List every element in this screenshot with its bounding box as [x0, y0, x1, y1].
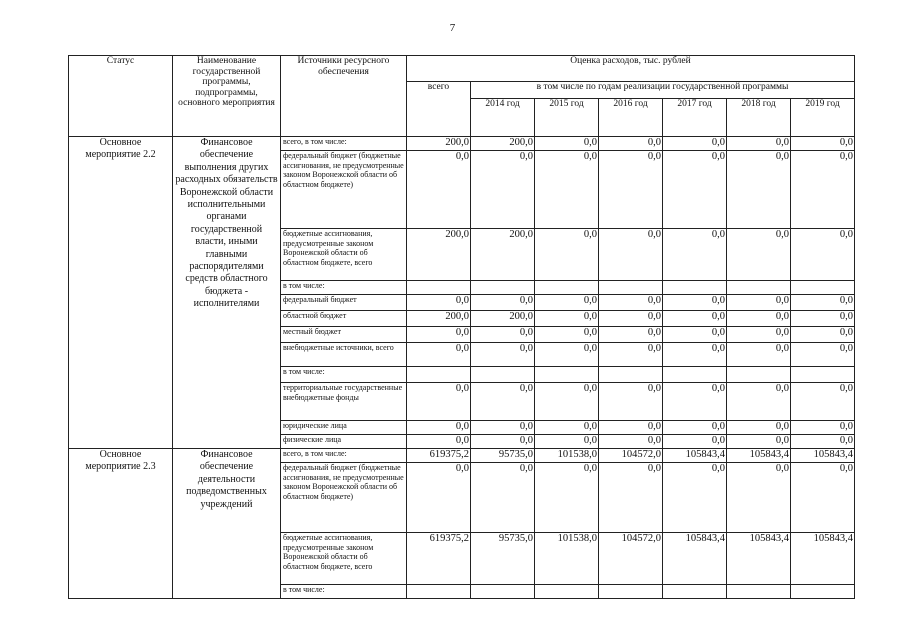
row-value: 0,0	[471, 327, 535, 343]
row-value: 105843,4	[727, 533, 791, 585]
row-value: 200,0	[407, 137, 471, 151]
row-value: 0,0	[663, 383, 727, 421]
row-source: федеральный бюджет (бюджетные ассигнования, не предусмотренные законом Воронежской области об областном бюджете)	[281, 151, 407, 229]
row-value: 0,0	[791, 383, 855, 421]
row-value: 0,0	[727, 343, 791, 367]
row-value: 0,0	[663, 327, 727, 343]
row-value: 0,0	[535, 383, 599, 421]
row-value: 0,0	[727, 383, 791, 421]
header-total: всего	[407, 82, 471, 137]
row-value	[471, 367, 535, 383]
row-value: 0,0	[727, 229, 791, 281]
row-value: 95735,0	[471, 449, 535, 463]
row-value: 0,0	[791, 229, 855, 281]
table-row	[69, 137, 855, 151]
row-source: физические лица	[281, 435, 407, 449]
row-value: 0,0	[663, 229, 727, 281]
row-value: 105843,4	[791, 533, 855, 585]
row-value: 0,0	[663, 151, 727, 229]
header-year: 2015 год	[535, 99, 599, 137]
row-status: Основное мероприятие 2.2	[69, 137, 173, 449]
row-value: 200,0	[407, 311, 471, 327]
header-by-years: в том числе по годам реализации государственной программы	[471, 82, 855, 99]
row-value	[407, 281, 471, 295]
row-source: в том числе:	[281, 585, 407, 599]
row-value	[535, 281, 599, 295]
row-value: 0,0	[599, 435, 663, 449]
row-value: 0,0	[471, 151, 535, 229]
table-body	[69, 56, 855, 599]
header-year: 2016 год	[599, 99, 663, 137]
row-value: 0,0	[727, 151, 791, 229]
row-value: 0,0	[791, 311, 855, 327]
row-value: 101538,0	[535, 533, 599, 585]
header-status: Статус	[69, 56, 173, 137]
row-value	[791, 585, 855, 599]
expenses-table	[68, 55, 855, 599]
row-value: 0,0	[535, 295, 599, 311]
row-value: 0,0	[407, 463, 471, 533]
row-value	[663, 585, 727, 599]
row-value: 0,0	[471, 295, 535, 311]
row-value: 0,0	[663, 343, 727, 367]
row-source: в том числе:	[281, 281, 407, 295]
row-value: 200,0	[471, 311, 535, 327]
row-value: 0,0	[791, 151, 855, 229]
row-value	[407, 585, 471, 599]
row-value	[599, 281, 663, 295]
row-value: 619375,2	[407, 533, 471, 585]
row-value: 0,0	[727, 463, 791, 533]
row-value: 0,0	[535, 229, 599, 281]
row-value: 0,0	[471, 421, 535, 435]
row-source: областной бюджет	[281, 311, 407, 327]
row-value: 0,0	[535, 421, 599, 435]
row-value	[599, 585, 663, 599]
row-value: 0,0	[663, 463, 727, 533]
row-source: бюджетные ассигнования, предусмотренные законом Воронежской области об областном бюджете, всего	[281, 229, 407, 281]
row-value: 0,0	[471, 383, 535, 421]
row-value	[727, 281, 791, 295]
row-source: местный бюджет	[281, 327, 407, 343]
header-row	[69, 56, 855, 82]
row-value	[471, 585, 535, 599]
row-value: 0,0	[727, 421, 791, 435]
header-year: 2017 год	[663, 99, 727, 137]
page-number: 7	[449, 22, 456, 34]
row-value: 0,0	[791, 343, 855, 367]
row-value	[663, 367, 727, 383]
header-name: Наименование государственной программы, подпрограммы, основного мероприятия	[173, 56, 281, 137]
row-value: 104572,0	[599, 449, 663, 463]
row-source: внебюджетные источники, всего	[281, 343, 407, 367]
row-value: 0,0	[407, 383, 471, 421]
row-source: федеральный бюджет	[281, 295, 407, 311]
row-value	[599, 367, 663, 383]
row-value: 0,0	[727, 435, 791, 449]
row-status: Основное мероприятие 2.3	[69, 449, 173, 599]
row-value: 0,0	[791, 327, 855, 343]
row-value: 0,0	[407, 435, 471, 449]
row-value	[727, 585, 791, 599]
row-value: 200,0	[407, 229, 471, 281]
row-value: 101538,0	[535, 449, 599, 463]
row-name: Финансовое обеспечение деятельности подведомственных учреждений	[173, 449, 281, 599]
row-value: 105843,4	[727, 449, 791, 463]
row-value: 0,0	[407, 295, 471, 311]
row-source: территориальные государственные внебюджетные фонды	[281, 383, 407, 421]
row-value: 200,0	[471, 137, 535, 151]
row-value	[471, 281, 535, 295]
row-value: 0,0	[727, 295, 791, 311]
row-value: 0,0	[791, 421, 855, 435]
row-value: 105843,4	[663, 449, 727, 463]
row-value	[407, 367, 471, 383]
row-value	[727, 367, 791, 383]
row-value: 0,0	[727, 327, 791, 343]
row-value: 0,0	[727, 137, 791, 151]
row-value: 0,0	[407, 151, 471, 229]
row-value: 200,0	[471, 229, 535, 281]
row-value: 0,0	[791, 435, 855, 449]
header-source: Источники ресурсного обеспечения	[281, 56, 407, 137]
header-year: 2018 год	[727, 99, 791, 137]
row-value: 0,0	[791, 463, 855, 533]
row-value: 104572,0	[599, 533, 663, 585]
row-source: федеральный бюджет (бюджетные ассигнования, не предусмотренные законом Воронежской области об областном бюджете)	[281, 463, 407, 533]
row-value: 95735,0	[471, 533, 535, 585]
row-value	[663, 281, 727, 295]
row-value: 0,0	[791, 137, 855, 151]
row-value: 0,0	[599, 383, 663, 421]
row-value: 0,0	[535, 343, 599, 367]
row-value: 0,0	[535, 311, 599, 327]
row-source: всего, в том числе:	[281, 449, 407, 463]
row-value: 0,0	[471, 343, 535, 367]
row-value: 0,0	[599, 229, 663, 281]
header-year: 2014 год	[471, 99, 535, 137]
row-value: 0,0	[599, 327, 663, 343]
row-value	[791, 281, 855, 295]
row-value: 0,0	[663, 421, 727, 435]
row-value: 105843,4	[663, 533, 727, 585]
row-value: 0,0	[599, 137, 663, 151]
row-value: 0,0	[407, 343, 471, 367]
row-value: 0,0	[599, 421, 663, 435]
row-value	[535, 367, 599, 383]
table-row	[69, 449, 855, 463]
row-source: в том числе:	[281, 367, 407, 383]
header-year: 2019 год	[791, 99, 855, 137]
row-value: 0,0	[407, 421, 471, 435]
row-value: 0,0	[535, 327, 599, 343]
row-value: 0,0	[535, 435, 599, 449]
row-value	[535, 585, 599, 599]
row-source: юридические лица	[281, 421, 407, 435]
row-value: 0,0	[791, 295, 855, 311]
row-name: Финансовое обеспечение выполнения других расходных обязательств Воронежской области исполнительными органами государственной власти, иными главными распорядителями средств областного бюджета - исполнителями	[173, 137, 281, 449]
row-source: всего, в том числе:	[281, 137, 407, 151]
row-value: 0,0	[663, 137, 727, 151]
row-value: 619375,2	[407, 449, 471, 463]
row-value: 0,0	[727, 311, 791, 327]
row-value: 0,0	[535, 151, 599, 229]
row-value: 0,0	[535, 463, 599, 533]
row-value: 0,0	[407, 327, 471, 343]
row-value: 0,0	[471, 463, 535, 533]
row-value: 0,0	[663, 435, 727, 449]
row-value: 0,0	[599, 295, 663, 311]
header-estimate: Оценка расходов, тыс. рублей	[407, 56, 855, 82]
row-value: 0,0	[535, 137, 599, 151]
row-value: 0,0	[663, 311, 727, 327]
row-value: 105843,4	[791, 449, 855, 463]
row-value: 0,0	[599, 343, 663, 367]
row-value: 0,0	[599, 151, 663, 229]
row-value: 0,0	[663, 295, 727, 311]
row-value: 0,0	[599, 311, 663, 327]
row-value: 0,0	[599, 463, 663, 533]
row-source: бюджетные ассигнования, предусмотренные законом Воронежской области об областном бюджете, всего	[281, 533, 407, 585]
row-value: 0,0	[471, 435, 535, 449]
row-value	[791, 367, 855, 383]
